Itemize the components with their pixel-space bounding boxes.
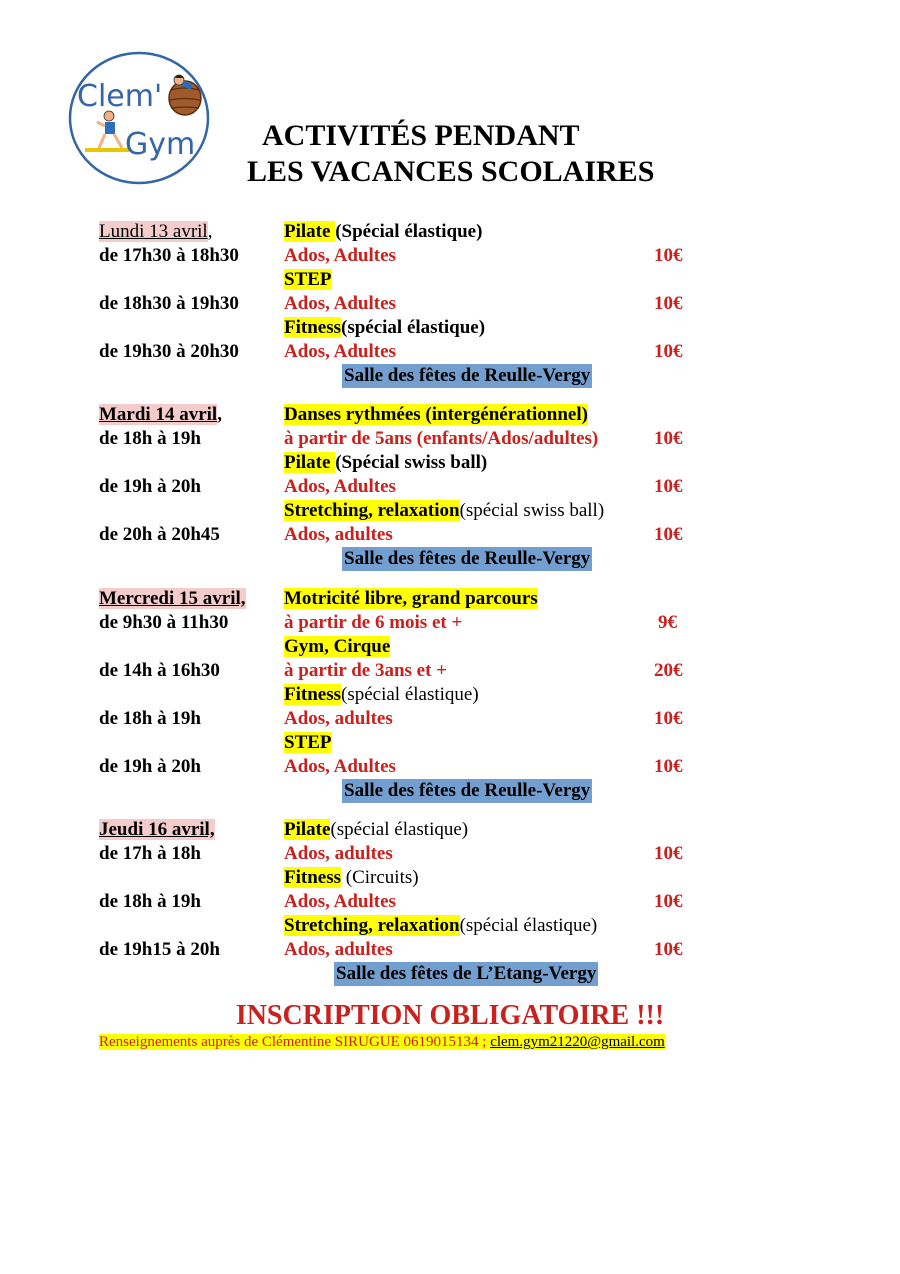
contact-text: Renseignements auprès de Clémentine SIRUGUE 0619015134 ; bbox=[99, 1034, 491, 1050]
price: 10€ bbox=[654, 428, 683, 449]
venue-label: Salle des fêtes de Reulle-Vergy bbox=[344, 365, 591, 386]
schedule-row bbox=[0, 842, 900, 866]
activity-row bbox=[0, 635, 900, 659]
time-slot: de 19h30 à 20h30 bbox=[99, 341, 239, 362]
price: 10€ bbox=[654, 843, 683, 864]
activity-row bbox=[0, 683, 900, 707]
activity-row bbox=[0, 914, 900, 938]
schedule-row bbox=[0, 292, 900, 316]
schedule-row bbox=[0, 938, 900, 962]
venue-label: Salle des fêtes de L’Etang-Vergy bbox=[336, 963, 597, 984]
audience: Ados, Adultes bbox=[284, 476, 396, 497]
activity-name: Fitness bbox=[284, 867, 341, 888]
price: 9€ bbox=[658, 612, 677, 633]
activity-name: Motricité libre, grand parcours bbox=[284, 588, 538, 609]
logo-text-top: Clem' bbox=[77, 79, 163, 114]
logo-text-bottom: Gym bbox=[125, 127, 196, 162]
price: 10€ bbox=[654, 939, 683, 960]
email-link[interactable]: clem.gym21220@gmail.com bbox=[490, 1034, 665, 1050]
schedule-row bbox=[0, 755, 900, 779]
time-slot: de 18h à 19h bbox=[99, 428, 201, 449]
time-slot: de 17h à 18h bbox=[99, 843, 201, 864]
activity-row bbox=[0, 731, 900, 755]
venue-label: Salle des fêtes de Reulle-Vergy bbox=[344, 548, 591, 569]
activity-name: Stretching, relaxation bbox=[284, 500, 460, 521]
day-header-row bbox=[0, 587, 900, 611]
activity-name: Pilate bbox=[284, 221, 336, 242]
schedule-row bbox=[0, 611, 900, 635]
audience: Ados, Adultes bbox=[284, 245, 396, 266]
activity-detail: (Spécial swiss ball) bbox=[335, 452, 488, 473]
time-slot: de 18h à 19h bbox=[99, 891, 201, 912]
audience: à partir de 5ans (enfants/Ados/adultes) bbox=[284, 428, 599, 449]
activity-row bbox=[0, 866, 900, 890]
audience: à partir de 6 mois et + bbox=[284, 612, 463, 633]
page-title-line1: ACTIVITÉS PENDANT bbox=[262, 119, 580, 152]
activity-name: Pilate bbox=[284, 452, 336, 473]
activity-name: Fitness bbox=[284, 684, 341, 705]
audience: Ados, adultes bbox=[284, 524, 393, 545]
day-label: Mardi 14 avril bbox=[99, 404, 218, 425]
day-header-row bbox=[0, 403, 900, 427]
activity-name: Stretching, relaxation bbox=[284, 915, 460, 936]
activity-detail: (spécial swiss ball) bbox=[459, 500, 605, 521]
time-slot: de 19h à 20h bbox=[99, 476, 201, 497]
schedule-row bbox=[0, 475, 900, 499]
time-slot: de 19h à 20h bbox=[99, 756, 201, 777]
schedule-row bbox=[0, 890, 900, 914]
venue-label: Salle des fêtes de Reulle-Vergy bbox=[344, 780, 591, 801]
schedule-row bbox=[0, 340, 900, 364]
activity-detail: (Spécial élastique) bbox=[335, 221, 483, 242]
price: 10€ bbox=[654, 524, 683, 545]
price: 10€ bbox=[654, 245, 683, 266]
price: 10€ bbox=[654, 293, 683, 314]
audience: Ados, Adultes bbox=[284, 891, 396, 912]
activity-detail: (spécial élastique) bbox=[341, 317, 486, 338]
schedule-row bbox=[0, 244, 900, 268]
activity-name: STEP bbox=[284, 269, 332, 290]
activity-name: Pilate bbox=[284, 819, 331, 840]
time-slot: de 20h à 20h45 bbox=[99, 524, 220, 545]
activity-name: Fitness bbox=[284, 317, 341, 338]
venue-row bbox=[0, 364, 900, 388]
time-slot: de 9h30 à 11h30 bbox=[99, 612, 229, 633]
schedule-row bbox=[0, 659, 900, 683]
activity-detail: (Circuits) bbox=[341, 867, 419, 888]
activity-detail: (spécial élastique) bbox=[459, 915, 598, 936]
time-slot: de 17h30 à 18h30 bbox=[99, 245, 239, 266]
time-slot: de 18h30 à 19h30 bbox=[99, 293, 239, 314]
time-slot: de 14h à 16h30 bbox=[99, 660, 220, 681]
audience: Ados, Adultes bbox=[284, 341, 396, 362]
day-header-row bbox=[0, 818, 900, 842]
price: 10€ bbox=[654, 708, 683, 729]
activity-name: Gym, Cirque bbox=[284, 636, 391, 657]
time-slot: de 19h15 à 20h bbox=[99, 939, 220, 960]
audience: à partir de 3ans et + bbox=[284, 660, 447, 681]
audience: Ados, Adultes bbox=[284, 293, 396, 314]
activity-detail: (spécial élastique) bbox=[330, 819, 469, 840]
day-header-row bbox=[0, 220, 900, 244]
activity-row bbox=[0, 499, 900, 523]
audience: Ados, adultes bbox=[284, 843, 393, 864]
day-label: Jeudi 16 avril, bbox=[99, 819, 215, 840]
activity-name: STEP bbox=[284, 732, 332, 753]
venue-row bbox=[0, 547, 900, 571]
price: 20€ bbox=[654, 660, 683, 681]
activity-row bbox=[0, 316, 900, 340]
page-title-line2: LES VACANCES SCOLAIRES bbox=[247, 155, 655, 188]
price: 10€ bbox=[654, 756, 683, 777]
schedule-row bbox=[0, 427, 900, 451]
audience: Ados, Adultes bbox=[284, 756, 396, 777]
day-label-suffix: , bbox=[217, 404, 222, 425]
price: 10€ bbox=[654, 476, 683, 497]
day-label: Mercredi 15 avril, bbox=[99, 588, 246, 609]
contact-info bbox=[99, 1032, 665, 1052]
schedule-row bbox=[0, 707, 900, 731]
price: 10€ bbox=[654, 891, 683, 912]
day-label-suffix: , bbox=[207, 221, 213, 242]
day-label: Lundi 13 avril bbox=[99, 221, 208, 242]
registration-headline: INSCRIPTION OBLIGATOIRE !!! bbox=[235, 1000, 665, 1031]
activity-row bbox=[0, 268, 900, 292]
time-slot: de 18h à 19h bbox=[99, 708, 201, 729]
activity-detail: (spécial élastique) bbox=[341, 684, 479, 705]
venue-row bbox=[0, 779, 900, 803]
price: 10€ bbox=[654, 341, 683, 362]
audience: Ados, adultes bbox=[284, 708, 393, 729]
activity-name: Danses rythmées (intergénérationnel) bbox=[284, 404, 588, 425]
schedule-row bbox=[0, 523, 900, 547]
venue-row bbox=[0, 962, 900, 986]
audience: Ados, adultes bbox=[284, 939, 393, 960]
activity-row bbox=[0, 451, 900, 475]
